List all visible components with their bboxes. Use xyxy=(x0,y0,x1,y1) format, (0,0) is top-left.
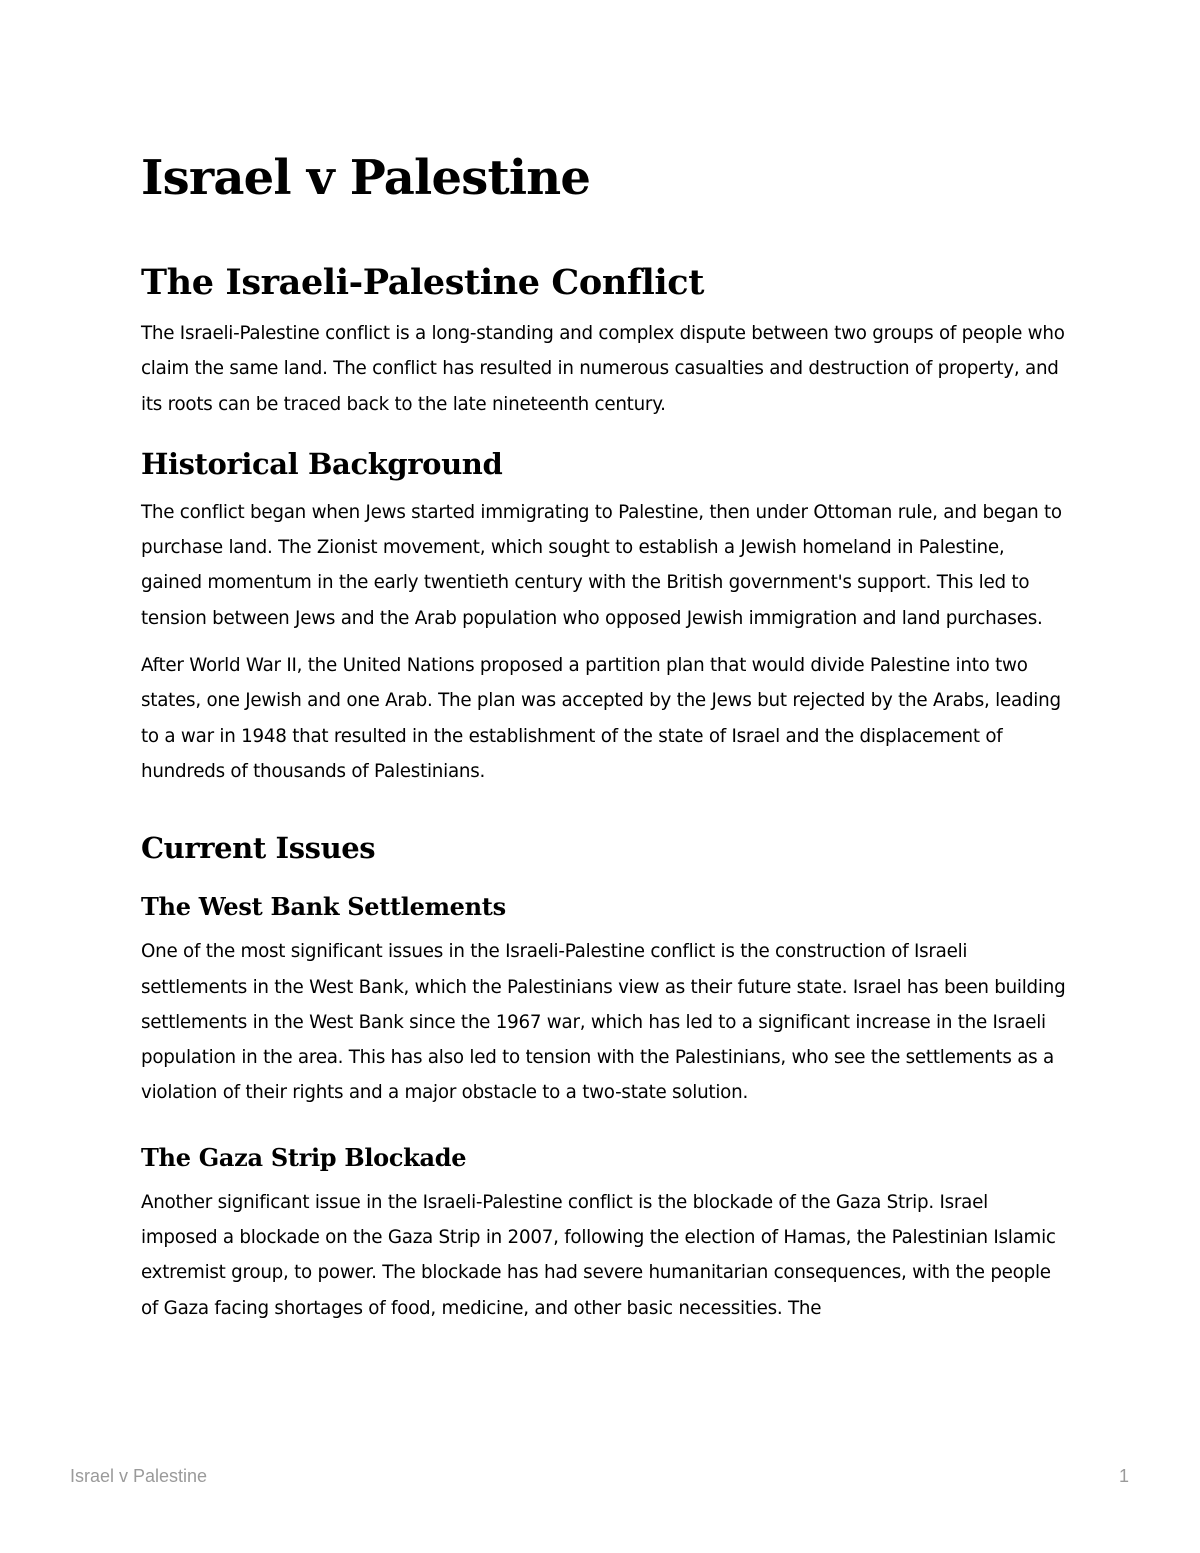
heading-israeli-palestine-conflict: The Israeli-Palestine Conflict xyxy=(141,262,704,303)
paragraph-intro: The Israeli-Palestine conflict is a long-standing and complex dispute between two groups of people who claim the same land. The conflict has resulted in numerous casualties and destruction of property, and its roots can be traced back to the late nineteenth century. xyxy=(141,323,1065,415)
paragraph-history-1: The conflict began when Jews started immigrating to Palestine, then under Ottoman rule, and began to purchase land. The Zionist movement, which sought to establish a Jewish homeland in Palestine, gained momentum in the early twentieth century with the British government's support. This led to tension between Jews and the Arab population who opposed Jewish immigration and land purchases. xyxy=(141,501,1062,629)
footer-page-number: 1 xyxy=(1118,1466,1129,1486)
paragraph-west-bank: One of the most significant issues in the Israeli-Palestine conflict is the construction of Israeli settlements in the West Bank, which the Palestinians view as their future state. Israel has been building settlements in the West Bank since the 1967 war, which has led to a significant increase in the Israeli population in the area. This has also led to tension with the Palestinians, who see the settlements as a violation of their rights and a major obstacle to a two-state solution. xyxy=(141,941,1066,1104)
paragraph-history-2: After World War II, the United Nations proposed a partition plan that would divide Palestine into two states, one Jewish and one Arab. The plan was accepted by the Jews but rejected by the Arabs, leading to a war in 1948 that resulted in the establishment of the state of Israel and the displacement of hundreds of thousands of Palestinians. xyxy=(141,655,1061,782)
paragraph-gaza: Another significant issue in the Israeli-Palestine conflict is the blockade of the Gaza Strip. Israel imposed a blockade on the Gaza Strip in 2007, following the election of Hamas, the Palestinian Islamic extremist group, to power. The blockade has had severe humanitarian consequences, with the people of Gaza facing shortages of food, medicine, and other basic necessities. The xyxy=(141,1191,1056,1319)
footer-title: Israel v Palestine xyxy=(70,1466,208,1486)
heading-gaza-strip-blockade: The Gaza Strip Blockade xyxy=(141,1142,467,1172)
heading-west-bank-settlements: The West Bank Settlements xyxy=(141,892,506,922)
document-title: Israel v Palestine xyxy=(141,150,591,206)
heading-current-issues: Current Issues xyxy=(141,831,376,866)
heading-historical-background: Historical Background xyxy=(141,446,503,481)
document-content xyxy=(141,148,1066,1326)
